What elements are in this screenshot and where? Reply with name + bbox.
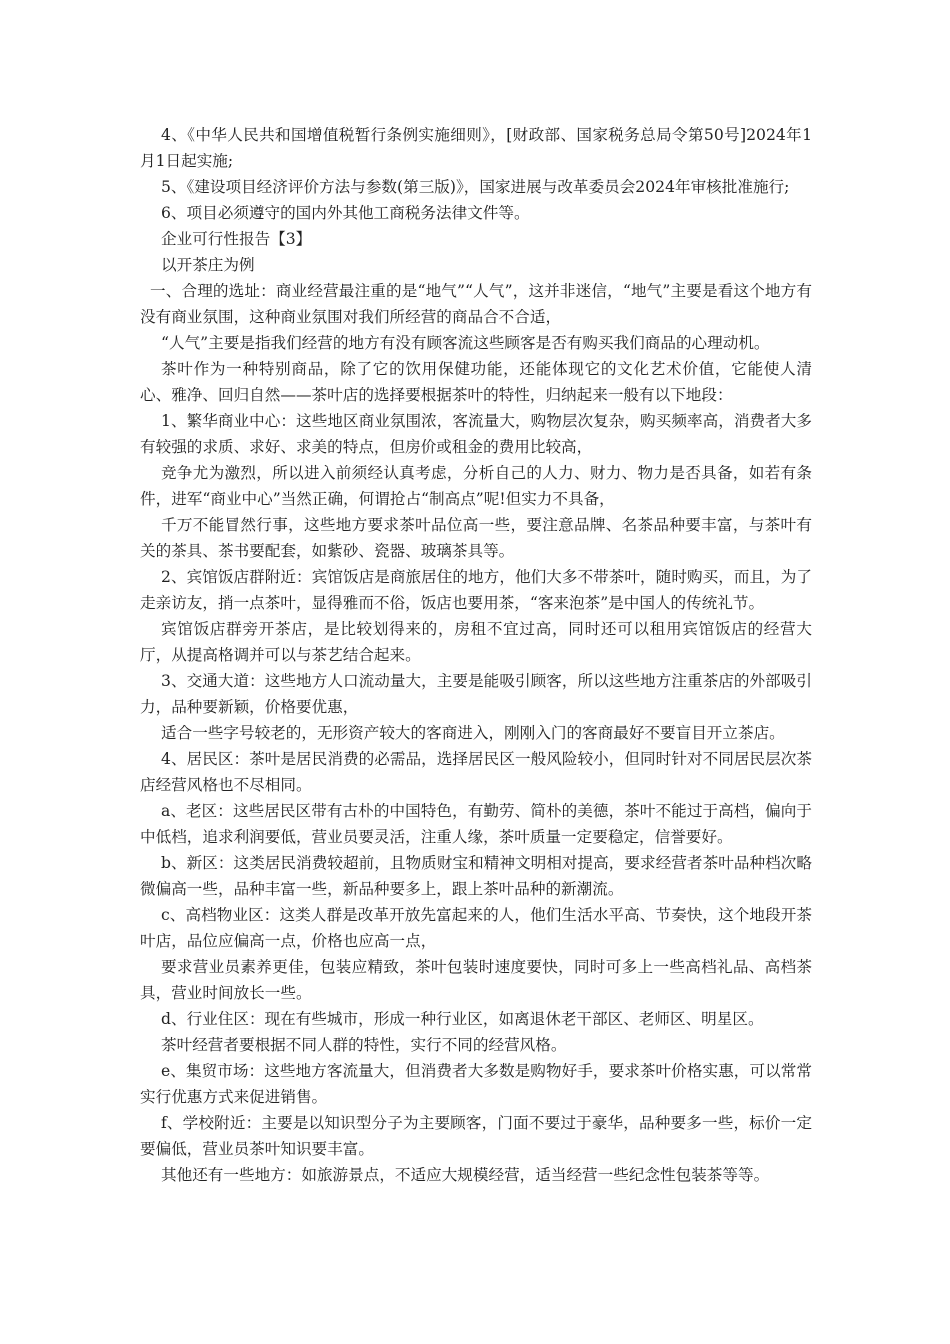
paragraph-old-brands: 适合一些字号较老的，无形资产较大的客商进入，刚刚入门的客商最好不要盲目开立茶店。 — [161, 724, 785, 742]
paragraph-regulation-4: 4、《中华人民共和国增值税暂行条例实施细则》，[财政部、国家税务总局令第50号]2024年1月1日起实施; — [140, 126, 812, 170]
paragraph-caution: 千万不能冒然行事，这些地方要求茶叶品位高一些，要注意品牌、名茶品种要丰富，与茶叶有关的茶具、茶书要配套，如紫砂、瓷器、玻璃茶具等。 — [140, 516, 812, 560]
document-body — [140, 122, 812, 1188]
paragraph-school: f、学校附近：主要是以知识型分子为主要顾客，门面不要过于豪华，品种要多一些，标价一定要偏低，营业员茶叶知识要丰富。 — [140, 1114, 812, 1158]
paragraph-industry-district: d、行业住区：现在有些城市，形成一种行业区，如离退休老干部区、老师区、明星区。 — [161, 1010, 764, 1028]
paragraph-tea-nature: 茶叶作为一种特别商品，除了它的饮用保健功能，还能体现它的文化艺术价值，它能使人清心、雅净、回归自然——茶叶店的选择要根据茶叶的特性，归纳起来一般有以下地段： — [140, 360, 812, 404]
paragraph-new-district: b、新区：这类居民消费较超前，且物质财宝和精神文明相对提高，要求经营者茶叶品种档次略微偏高一些，品种丰富一些，新品种要多上，跟上茶叶品种的新潮流。 — [140, 854, 812, 898]
paragraph-regulation-5: 5、《建设项目经济评价方法与参数(第三版)》，国家进展与改革委员会2024年审核批准施行; — [161, 178, 790, 196]
paragraph-popularity: “人气”主要是指我们经营的地方有没有顾客流这些顾客是否有购买我们商品的心理动机。 — [161, 334, 770, 352]
paragraph-main-road: 3、交通大道：这些地方人口流动量大，主要是能吸引顾客，所以这些地方注重茶店的外部吸引力，品种要新颖，价格要优惠， — [140, 672, 812, 716]
paragraph-premium-district: c、高档物业区：这类人群是改革开放先富起来的人，他们生活水平高、节奏快，这个地段开茶叶店，品位应偏高一点，价格也应高一点， — [140, 906, 812, 950]
paragraph-old-district: a、老区：这些居民区带有古朴的中国特色，有勤劳、简朴的美德，茶叶不能过于高档，偏向于中低档，追求利润要低，营业员要灵活，注重人缘，茶叶质量一定要稳定，信誉要好。 — [140, 802, 812, 846]
paragraph-site-selection: 一、合理的选址：商业经营最注重的是“地气”“人气”，这并非迷信，“地气”主要是看这个地方有没有商业氛围，这种商业氛围对我们所经营的商品合不合适， — [140, 282, 812, 326]
paragraph-market: e、集贸市场：这些地方客流量大，但消费者大多数是购物好手，要求茶叶价格实惠，可以常常实行优惠方式来促进销售。 — [140, 1062, 812, 1106]
paragraph-hotel-shop: 宾馆饭店群旁开茶店，是比较划得来的，房租不宜过高，同时还可以租用宾馆饭店的经营大厅，从提高格调并可以与茶艺结合起来。 — [140, 620, 812, 664]
paragraph-other-places: 其他还有一些地方：如旅游景点，不适应大规模经营，适当经营一些纪念性包装茶等等。 — [161, 1166, 770, 1184]
paragraph-staff-quality: 要求营业员素养更佳，包装应精致，茶叶包装时速度要快，同时可多上一些高档礼品、高档茶具，营业时间放长一些。 — [140, 958, 812, 1002]
paragraph-regulation-6: 6、项目必须遵守的国内外其他工商税务法律文件等。 — [161, 204, 530, 222]
section-subheading: 以开茶庄为例 — [161, 256, 255, 274]
paragraph-different-style: 茶叶经营者要根据不同人群的特性，实行不同的经营风格。 — [161, 1036, 567, 1054]
section-heading: 企业可行性报告【3】 — [161, 230, 312, 248]
paragraph-commercial-center: 1、繁华商业中心：这些地区商业氛围浓，客流量大，购物层次复杂，购买频率高，消费者大多有较强的求质、求好、求美的特点，但房价或租金的费用比较高， — [140, 412, 812, 456]
paragraph-residential: 4、居民区：茶叶是居民消费的必需品，选择居民区一般风险较小，但同时针对不同居民层次茶店经营风格也不尽相同。 — [140, 750, 812, 794]
paragraph-hotels: 2、宾馆饭店群附近：宾馆饭店是商旅居住的地方，他们大多不带茶叶，随时购买，而且，为了走亲访友，捎一点茶叶，显得雅而不俗，饭店也要用茶，“客来泡茶”是中国人的传统礼节。 — [140, 568, 812, 612]
paragraph-competition: 竞争尤为激烈，所以进入前须经认真考虑，分析自己的人力、财力、物力是否具备，如若有条件，进军“商业中心”当然正确，何谓抢占“制高点”呢!但实力不具备， — [140, 464, 812, 508]
